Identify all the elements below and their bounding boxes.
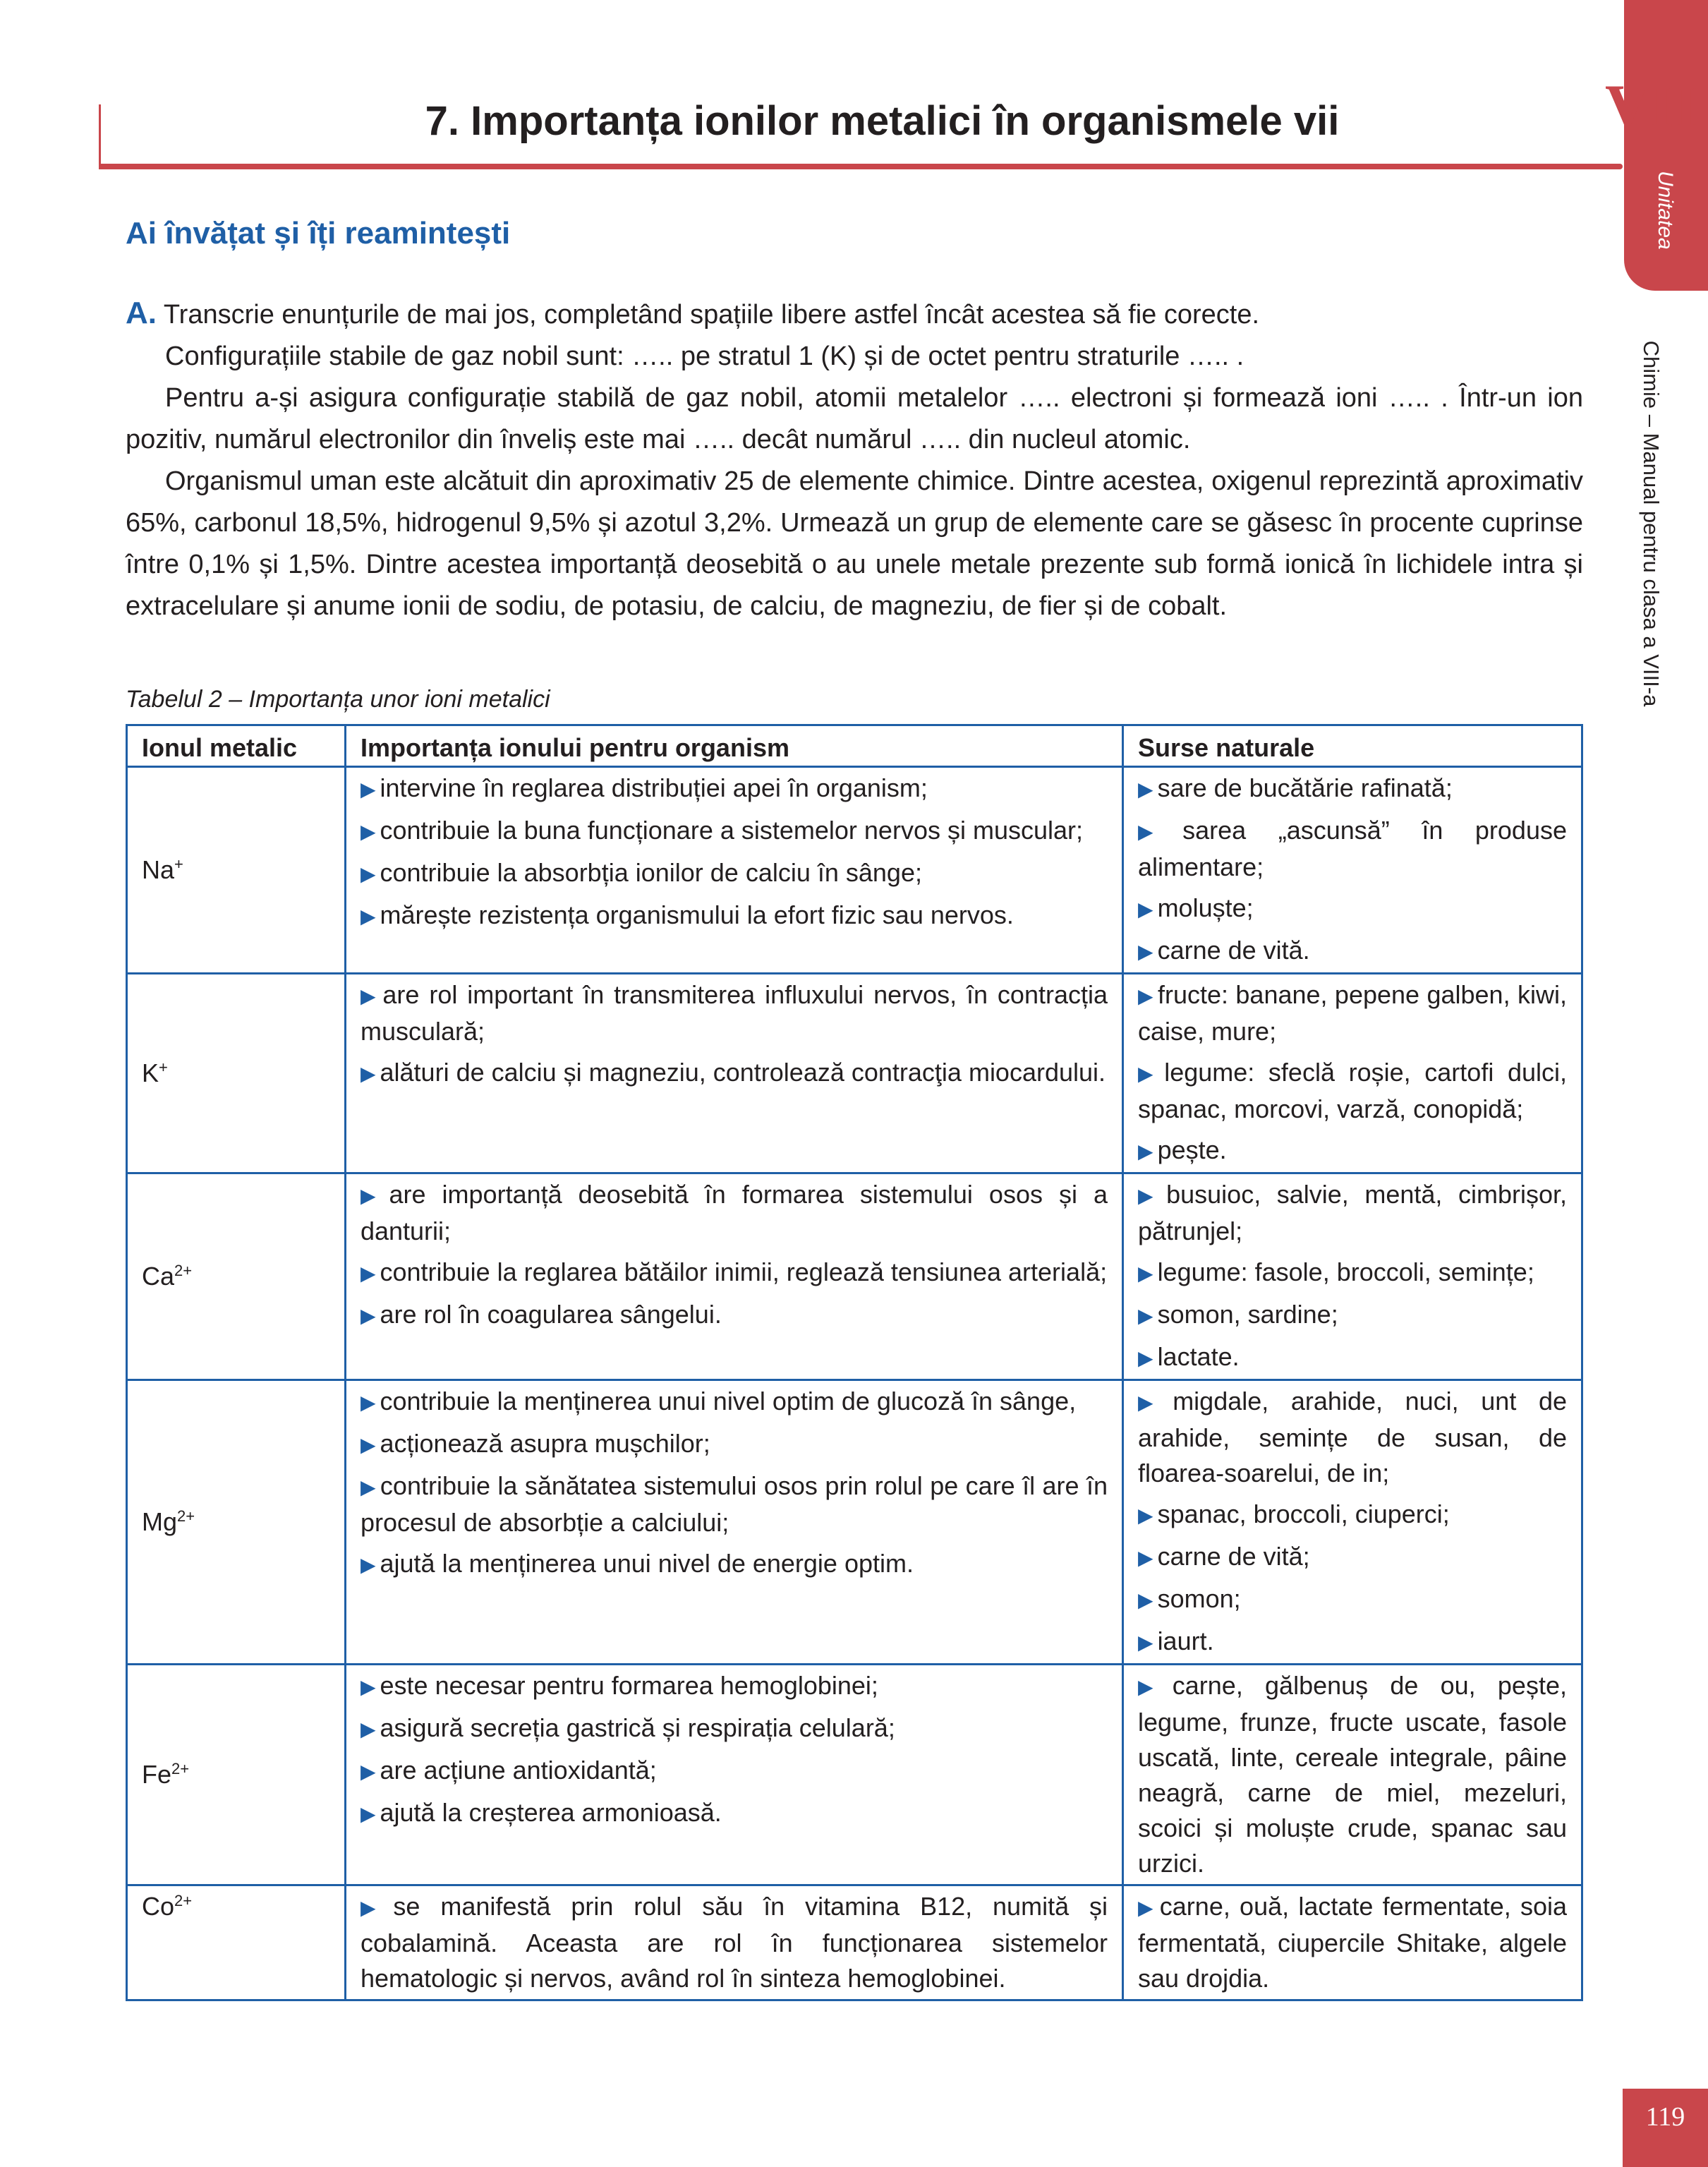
item-text: contribuie la absorbția ionilor de calciu în sânge; bbox=[380, 858, 922, 887]
importance-list bbox=[361, 977, 1108, 1092]
exercise-line: Configurațiile stabile de gaz nobil sunt: ….. pe stratul 1 (K) și de octet pentru straturile ….. . bbox=[165, 342, 1244, 371]
bullet-arrow-icon: ▶ bbox=[360, 778, 376, 800]
exercise-line: Organismul uman este alcătuit din aproximativ 25 de elemente chimice. Dintre acestea, oxigenul reprezintă aproximativ 65%, carbonul 18,5%, hidrogenul 9,5% și azotul 3,2%. Urmează un grup de elemente care se găsesc în procente cuprinse între 0,1% și 1,5%. Dintre acestea importanță deosebită o au unele metale prezente sub formă ionică în lichidele intra și extracelulare și anume ionii de sodiu, de potasiu, de calciu, de magneziu, de fier și de cobalt. bbox=[126, 466, 1583, 621]
bullet-arrow-icon: ▶ bbox=[1138, 778, 1153, 800]
ion-symbol: Ca bbox=[142, 1262, 175, 1291]
list-item bbox=[361, 1297, 1108, 1334]
ion-symbol: K bbox=[142, 1058, 159, 1087]
sources-list bbox=[1138, 977, 1567, 1169]
ion-charge: + bbox=[159, 1058, 168, 1076]
list-item bbox=[361, 1177, 1108, 1249]
bullet-arrow-icon: ▶ bbox=[1138, 1392, 1169, 1413]
item-text: are acțiune antioxidantă; bbox=[380, 1756, 657, 1785]
table-row bbox=[127, 767, 1582, 974]
item-text: intervine în reglarea distribuției apei în organism; bbox=[380, 773, 928, 802]
item-text: carne, gălbenuș de ou, pește, legume, frunze, fructe uscate, fasole uscată, linte, cereale integrale, pâine neagră, carne de miel, mezeluri, scoici și moluște crude, spanac sau urzici. bbox=[1138, 1671, 1567, 1878]
unit-label: Unitatea bbox=[1654, 171, 1677, 250]
sources-cell bbox=[1123, 974, 1582, 1173]
table-row bbox=[127, 974, 1582, 1173]
exercise-text: Transcrie enunțurile de mai jos, completând spațiile libere astfel încât acestea să fie corecte. bbox=[163, 300, 1260, 330]
list-item bbox=[361, 977, 1108, 1049]
bullet-arrow-icon: ▶ bbox=[1138, 1897, 1156, 1919]
column-header-sources: Surse naturale bbox=[1123, 725, 1582, 767]
sources-cell bbox=[1123, 1173, 1582, 1380]
exercise-instruction bbox=[126, 292, 1583, 336]
item-text: se manifestă prin rolul său în vitamina B12, numită și cobalamină. Aceasta are rol în funcționarea sistemelor hematologic și nervos, având rol în sinteza hemoglobinei. bbox=[360, 1892, 1108, 1993]
bullet-arrow-icon: ▶ bbox=[1138, 1140, 1153, 1162]
importance-cell bbox=[345, 1665, 1122, 1885]
ion-charge: 2+ bbox=[174, 1262, 193, 1279]
bullet-arrow-icon: ▶ bbox=[360, 905, 376, 927]
list-item bbox=[1138, 1539, 1567, 1576]
column-header-importance: Importanța ionului pentru organism bbox=[345, 725, 1122, 767]
item-text: contribuie la menținerea unui nivel optim de glucoză în sânge, bbox=[380, 1387, 1077, 1416]
bullet-arrow-icon: ▶ bbox=[1138, 1547, 1153, 1569]
section-subtitle: Ai învățat și îți reamintești bbox=[126, 216, 511, 250]
bullet-arrow-icon: ▶ bbox=[1138, 1631, 1153, 1653]
list-item bbox=[1138, 1889, 1567, 1996]
bullet-arrow-icon: ▶ bbox=[1138, 898, 1153, 920]
list-item bbox=[361, 1384, 1108, 1420]
importance-list bbox=[361, 1177, 1108, 1334]
item-text: ajută la creșterea armonioasă. bbox=[380, 1798, 722, 1827]
ion-symbol: Na bbox=[142, 855, 175, 884]
ion-symbol: Co bbox=[142, 1892, 175, 1921]
table-row bbox=[127, 1173, 1582, 1380]
bullet-arrow-icon: ▶ bbox=[1138, 821, 1179, 843]
table-caption: Tabelul 2 – Importanța unor ioni metalici bbox=[126, 686, 550, 713]
item-text: moluște; bbox=[1157, 893, 1254, 922]
table-header-row bbox=[127, 725, 1582, 767]
list-item bbox=[361, 855, 1108, 892]
ion-cell bbox=[127, 1173, 346, 1380]
list-item bbox=[361, 1255, 1108, 1291]
list-item bbox=[1138, 771, 1567, 807]
bullet-arrow-icon: ▶ bbox=[360, 821, 376, 843]
bullet-arrow-icon: ▶ bbox=[1138, 941, 1153, 962]
item-text: are importanță deosebită în formarea sistemului osos și a danturii; bbox=[360, 1180, 1108, 1245]
importance-cell bbox=[345, 1173, 1122, 1380]
table-row bbox=[127, 1885, 1582, 2000]
item-text: lactate. bbox=[1157, 1342, 1240, 1371]
table-row bbox=[127, 1380, 1582, 1665]
list-item bbox=[1138, 977, 1567, 1049]
importance-cell bbox=[345, 1380, 1122, 1665]
item-text: alături de calciu și magneziu, controlează contracţia miocardului. bbox=[380, 1058, 1106, 1087]
ion-cell bbox=[127, 974, 346, 1173]
item-text: carne de vită; bbox=[1157, 1542, 1310, 1571]
list-item bbox=[361, 1426, 1108, 1463]
ion-cell bbox=[127, 767, 346, 974]
list-item bbox=[1138, 1177, 1567, 1249]
bullet-arrow-icon: ▶ bbox=[360, 1262, 376, 1284]
header-rule bbox=[99, 164, 1623, 169]
list-item bbox=[361, 813, 1108, 850]
item-text: migdale, arahide, nuci, unt de arahide, semințe de susan, de floarea-soarelui, de in; bbox=[1138, 1387, 1567, 1487]
importance-cell bbox=[345, 767, 1122, 974]
bullet-arrow-icon: ▶ bbox=[360, 1305, 376, 1327]
importance-cell bbox=[345, 974, 1122, 1173]
list-item bbox=[1138, 1255, 1567, 1291]
list-item bbox=[1138, 813, 1567, 885]
item-text: sarea „ascunsă” în produse alimentare; bbox=[1138, 816, 1567, 881]
sources-cell bbox=[1123, 1885, 1582, 2000]
item-text: iaurt. bbox=[1157, 1626, 1214, 1655]
list-item bbox=[361, 1795, 1108, 1832]
item-text: pește. bbox=[1157, 1135, 1227, 1164]
bullet-arrow-icon: ▶ bbox=[1138, 1185, 1163, 1207]
bullet-arrow-icon: ▶ bbox=[360, 1185, 385, 1207]
item-text: este necesar pentru formarea hemoglobinei; bbox=[380, 1671, 878, 1700]
bullet-arrow-icon: ▶ bbox=[360, 1392, 376, 1413]
ion-charge: 2+ bbox=[174, 1892, 193, 1909]
item-text: legume: fasole, broccoli, semințe; bbox=[1157, 1257, 1534, 1286]
list-item bbox=[361, 771, 1108, 807]
item-text: are rol în coagularea sângelui. bbox=[380, 1300, 722, 1329]
item-text: contribuie la buna funcționare a sistemelor nervos și muscular; bbox=[380, 816, 1084, 845]
list-item bbox=[361, 1753, 1108, 1789]
ion-symbol: Fe bbox=[142, 1760, 172, 1789]
list-item bbox=[1138, 1624, 1567, 1660]
list-item bbox=[361, 1546, 1108, 1583]
list-item bbox=[1138, 891, 1567, 927]
list-item bbox=[361, 1468, 1108, 1540]
sources-list bbox=[1138, 1668, 1567, 1881]
sources-cell bbox=[1123, 1665, 1582, 1885]
exercise-block bbox=[126, 292, 1583, 627]
unit-number: VII bbox=[1604, 73, 1698, 141]
exercise-line: Pentru a-și asigura configurație stabilă de gaz nobil, atomii metalelor ….. electroni și formează ioni ….. . Într-un ion pozitiv, numărul electronilor din înveliș este mai ….. decât numărul ….. din nucleul atomic. bbox=[126, 383, 1583, 454]
item-text: busuioc, salvie, mentă, cimbrișor, pătrunjel; bbox=[1138, 1180, 1567, 1245]
exercise-letter: A. bbox=[126, 296, 157, 330]
page-title: 7. Importanța ionilor metalici în organismele vii bbox=[425, 98, 1340, 144]
list-item bbox=[361, 1889, 1108, 1996]
list-item bbox=[1138, 1055, 1567, 1127]
importance-list bbox=[361, 1668, 1108, 1832]
item-text: contribuie la sănătatea sistemului osos prin rolul pe care îl are în procesul de absorbție a calciului; bbox=[360, 1471, 1108, 1537]
list-item bbox=[1138, 1668, 1567, 1881]
bullet-arrow-icon: ▶ bbox=[1138, 1504, 1153, 1526]
page-number: 119 bbox=[1623, 2089, 1708, 2167]
bullet-arrow-icon: ▶ bbox=[360, 1554, 376, 1576]
item-text: somon; bbox=[1157, 1584, 1241, 1613]
bullet-arrow-icon: ▶ bbox=[1138, 1347, 1153, 1369]
table-body bbox=[127, 767, 1582, 2000]
item-text: asigură secreția gastrică și respirația celulară; bbox=[380, 1713, 895, 1742]
list-item bbox=[1138, 933, 1567, 970]
bullet-arrow-icon: ▶ bbox=[360, 1476, 376, 1498]
list-item bbox=[1138, 1133, 1567, 1169]
bullet-arrow-icon: ▶ bbox=[1138, 1305, 1153, 1327]
item-text: acționează asupra mușchilor; bbox=[380, 1429, 710, 1458]
ion-charge: 2+ bbox=[171, 1760, 190, 1777]
sources-list bbox=[1138, 1384, 1567, 1660]
item-text: fructe: banane, pepene galben, kiwi, caise, mure; bbox=[1138, 980, 1567, 1046]
item-text: spanac, broccoli, ciuperci; bbox=[1157, 1499, 1450, 1528]
importance-list bbox=[361, 1384, 1108, 1583]
bullet-arrow-icon: ▶ bbox=[360, 1761, 376, 1782]
sources-cell bbox=[1123, 767, 1582, 974]
list-item bbox=[361, 898, 1108, 934]
bullet-arrow-icon: ▶ bbox=[360, 1897, 389, 1919]
importance-list bbox=[361, 1889, 1108, 1996]
importance-cell bbox=[345, 1885, 1122, 2000]
item-text: carne, ouă, lactate fermentate, soia fermentată, ciupercile Shitake, algele sau drojdia. bbox=[1138, 1892, 1567, 1993]
column-header-ion: Ionul metalic bbox=[127, 725, 346, 767]
item-text: are rol important în transmiterea influxului nervos, în contracția musculară; bbox=[360, 980, 1108, 1046]
table-row bbox=[127, 1665, 1582, 1885]
bullet-arrow-icon: ▶ bbox=[360, 985, 379, 1007]
bullet-arrow-icon: ▶ bbox=[360, 1718, 376, 1740]
item-text: legume: sfeclă roșie, cartofi dulci, spanac, morcovi, varză, conopidă; bbox=[1138, 1058, 1567, 1123]
item-text: somon, sardine; bbox=[1157, 1300, 1338, 1329]
list-item bbox=[361, 1710, 1108, 1747]
bullet-arrow-icon: ▶ bbox=[1138, 1262, 1153, 1284]
sources-cell bbox=[1123, 1380, 1582, 1665]
item-text: sare de bucătărie rafinată; bbox=[1157, 773, 1453, 802]
item-text: ajută la menținerea unui nivel de energie optim. bbox=[380, 1549, 914, 1578]
sources-list bbox=[1138, 1889, 1567, 1996]
item-text: carne de vită. bbox=[1157, 936, 1310, 965]
item-text: mărește rezistența organismului la efort fizic sau nervos. bbox=[380, 900, 1014, 929]
bullet-arrow-icon: ▶ bbox=[360, 863, 376, 885]
ion-charge: 2+ bbox=[177, 1507, 195, 1525]
ion-charge: + bbox=[174, 855, 183, 873]
bullet-arrow-icon: ▶ bbox=[360, 1063, 376, 1085]
ion-cell bbox=[127, 1380, 346, 1665]
book-title-vertical: Chimie – Manual pentru clasa a VIII-a bbox=[1639, 340, 1664, 707]
bullet-arrow-icon: ▶ bbox=[360, 1676, 376, 1698]
list-item bbox=[1138, 1497, 1567, 1533]
ion-cell bbox=[127, 1665, 346, 1885]
list-item bbox=[1138, 1297, 1567, 1334]
importance-list bbox=[361, 771, 1108, 934]
bullet-arrow-icon: ▶ bbox=[1138, 1589, 1153, 1611]
bullet-arrow-icon: ▶ bbox=[1138, 1063, 1161, 1085]
bullet-arrow-icon: ▶ bbox=[1138, 1676, 1168, 1698]
bullet-arrow-icon: ▶ bbox=[360, 1434, 376, 1456]
list-item bbox=[1138, 1581, 1567, 1618]
metal-ions-table bbox=[126, 724, 1583, 2001]
bullet-arrow-icon: ▶ bbox=[360, 1803, 376, 1825]
list-item bbox=[361, 1055, 1108, 1092]
sources-list bbox=[1138, 771, 1567, 970]
ion-symbol: Mg bbox=[142, 1507, 178, 1536]
list-item bbox=[1138, 1384, 1567, 1491]
list-item bbox=[1138, 1339, 1567, 1376]
item-text: contribuie la reglarea bătăilor inimii, reglează tensiunea arterială; bbox=[380, 1257, 1108, 1286]
ion-cell bbox=[127, 1885, 346, 2000]
list-item bbox=[361, 1668, 1108, 1705]
bullet-arrow-icon: ▶ bbox=[1138, 985, 1153, 1007]
sources-list bbox=[1138, 1177, 1567, 1376]
